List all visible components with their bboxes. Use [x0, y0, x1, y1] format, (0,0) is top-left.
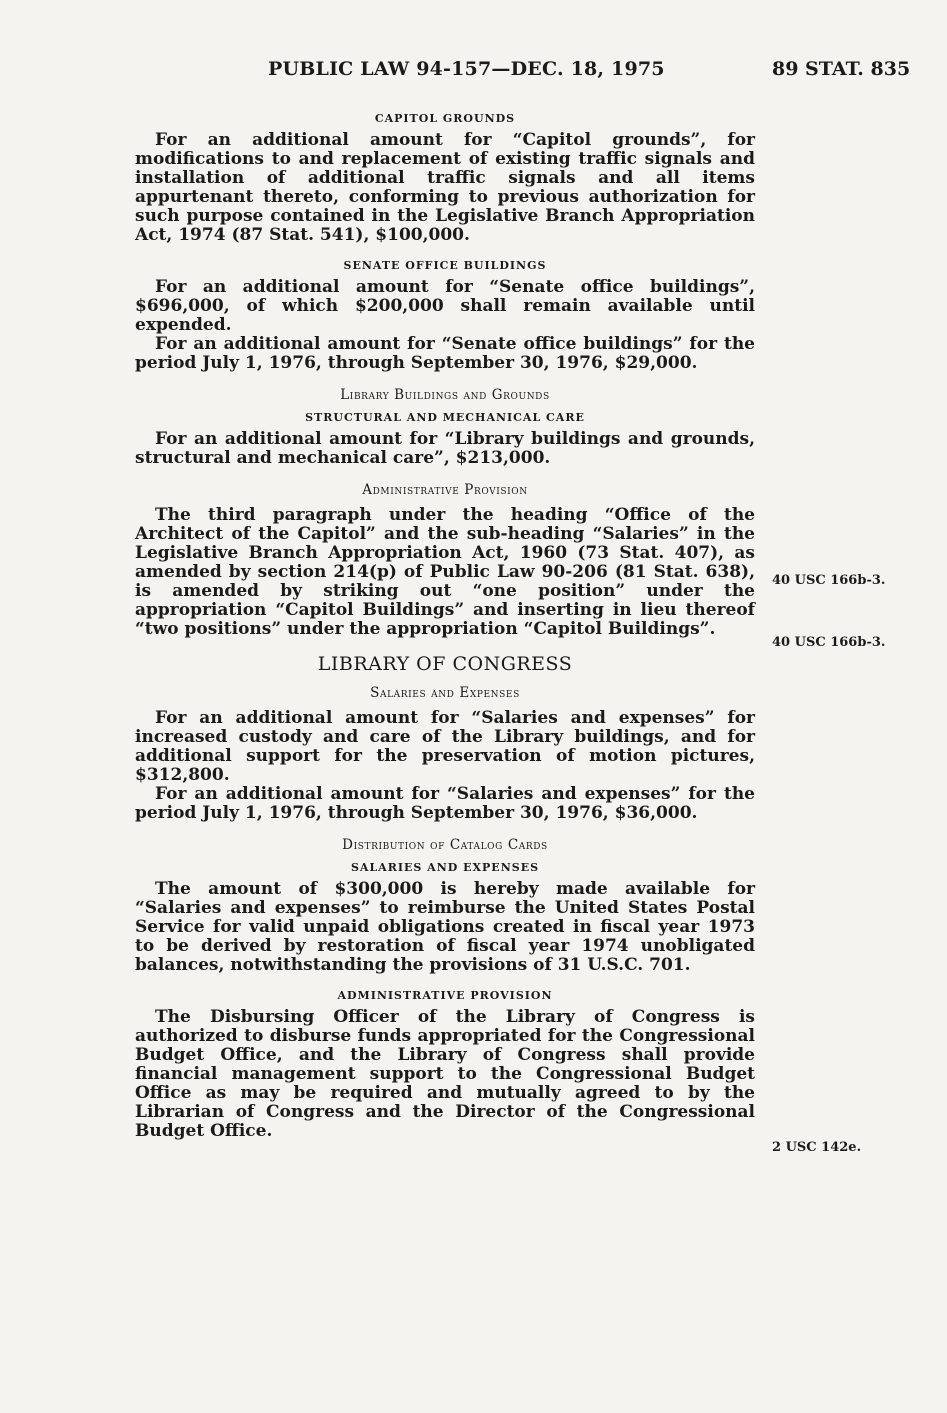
- paragraph: For an additional amount for “Salaries and expenses” for increased custody and care of the Library buildings, and for additional support for the preservation of motion pictures, $312,800.: [135, 708, 755, 785]
- paragraph: For an additional amount for “Salaries and expenses” for the period July 1, 1976, through September 30, 1976, $36,000.: [135, 784, 755, 823]
- section-heading: Distribution of Catalog Cards: [342, 837, 548, 853]
- paragraph: For an additional amount for “Library buildings and grounds, structural and mechanical care”, $213,000.: [135, 429, 755, 468]
- margin-citation: 2 USC 142e.: [772, 1140, 862, 1155]
- paragraph: The third paragraph under the heading “Office of the Architect of the Capitol” and the sub-heading “Salaries” in the Legislative Branch Appropriation Act, 1960 (73 Stat. 407), as amended by section 214(p) of Public Law 90-206 (81 Stat. 638), is amended by striking out “one position” under the appropriation “Capitol Buildings” and inserting in lieu thereof “two positions” under the appropriation “Capitol Buildings”.: [135, 505, 755, 639]
- section-subheading: SALARIES AND EXPENSES: [350, 861, 540, 874]
- paragraph: The amount of $300,000 is hereby made available for “Salaries and expenses” to reimburse the United States Postal Service for valid unpaid obligations created in fiscal year 1973 to be derived by restoration of fiscal year 1974 unobligated balances, notwithstanding the provisions of 31 U.S.C. 701.: [135, 879, 755, 975]
- document-body: [135, 106, 755, 1155]
- page-header-stat: 89 STAT. 835: [772, 58, 911, 80]
- section-subheading: Salaries and Expenses: [370, 685, 520, 701]
- margin-citation: 40 USC 166b-3.: [772, 635, 886, 650]
- section-administrative-provision-1: [135, 482, 755, 639]
- section-library-buildings: [135, 387, 755, 468]
- section-senate-office-buildings: [135, 259, 755, 373]
- section-administrative-provision-2: [135, 989, 755, 1141]
- paragraph: For an additional amount for “Capitol grounds”, for modifications to and replacement of existing traffic signals and installation of additional traffic signals and all items appurtenant thereto, conforming to previous authorization for such purpose contained in the Legislative Branch Appropriation Act, 1974 (87 Stat. 541), $100,000.: [135, 130, 755, 245]
- section-catalog-cards: [135, 837, 755, 975]
- section-heading: LIBRARY OF CONGRESS: [317, 653, 573, 675]
- section-heading: ADMINISTRATIVE PROVISION: [337, 989, 553, 1002]
- section-heading: Administrative Provision: [362, 482, 528, 498]
- paragraph: The Disbursing Officer of the Library of Congress is authorized to disburse funds appropriated for the Congressional Budget Office, and the Library of Congress shall provide financial management support to the Congressional Budget Office as may be required and mutually agreed to by the Librarian of Congress and the Director of the Congressional Budget Office.: [135, 1007, 755, 1141]
- section-heading: CAPITOL GROUNDS: [374, 112, 516, 125]
- paragraph: For an additional amount for “Senate office buildings”, $696,000, of which $200,000 shall remain available until expended.: [135, 277, 755, 335]
- section-library-of-congress: [135, 653, 755, 823]
- section-subheading: STRUCTURAL AND MECHANICAL CARE: [305, 411, 585, 424]
- margin-citation: 40 USC 166b-3.: [772, 573, 886, 588]
- paragraph: For an additional amount for “Senate office buildings” for the period July 1, 1976, through September 30, 1976, $29,000.: [135, 334, 755, 373]
- section-heading: SENATE OFFICE BUILDINGS: [343, 259, 547, 272]
- page-header-title: PUBLIC LAW 94-157—DEC. 18, 1975: [268, 58, 665, 80]
- section-heading: Library Buildings and Grounds: [340, 387, 550, 403]
- section-capitol-grounds: [135, 112, 755, 245]
